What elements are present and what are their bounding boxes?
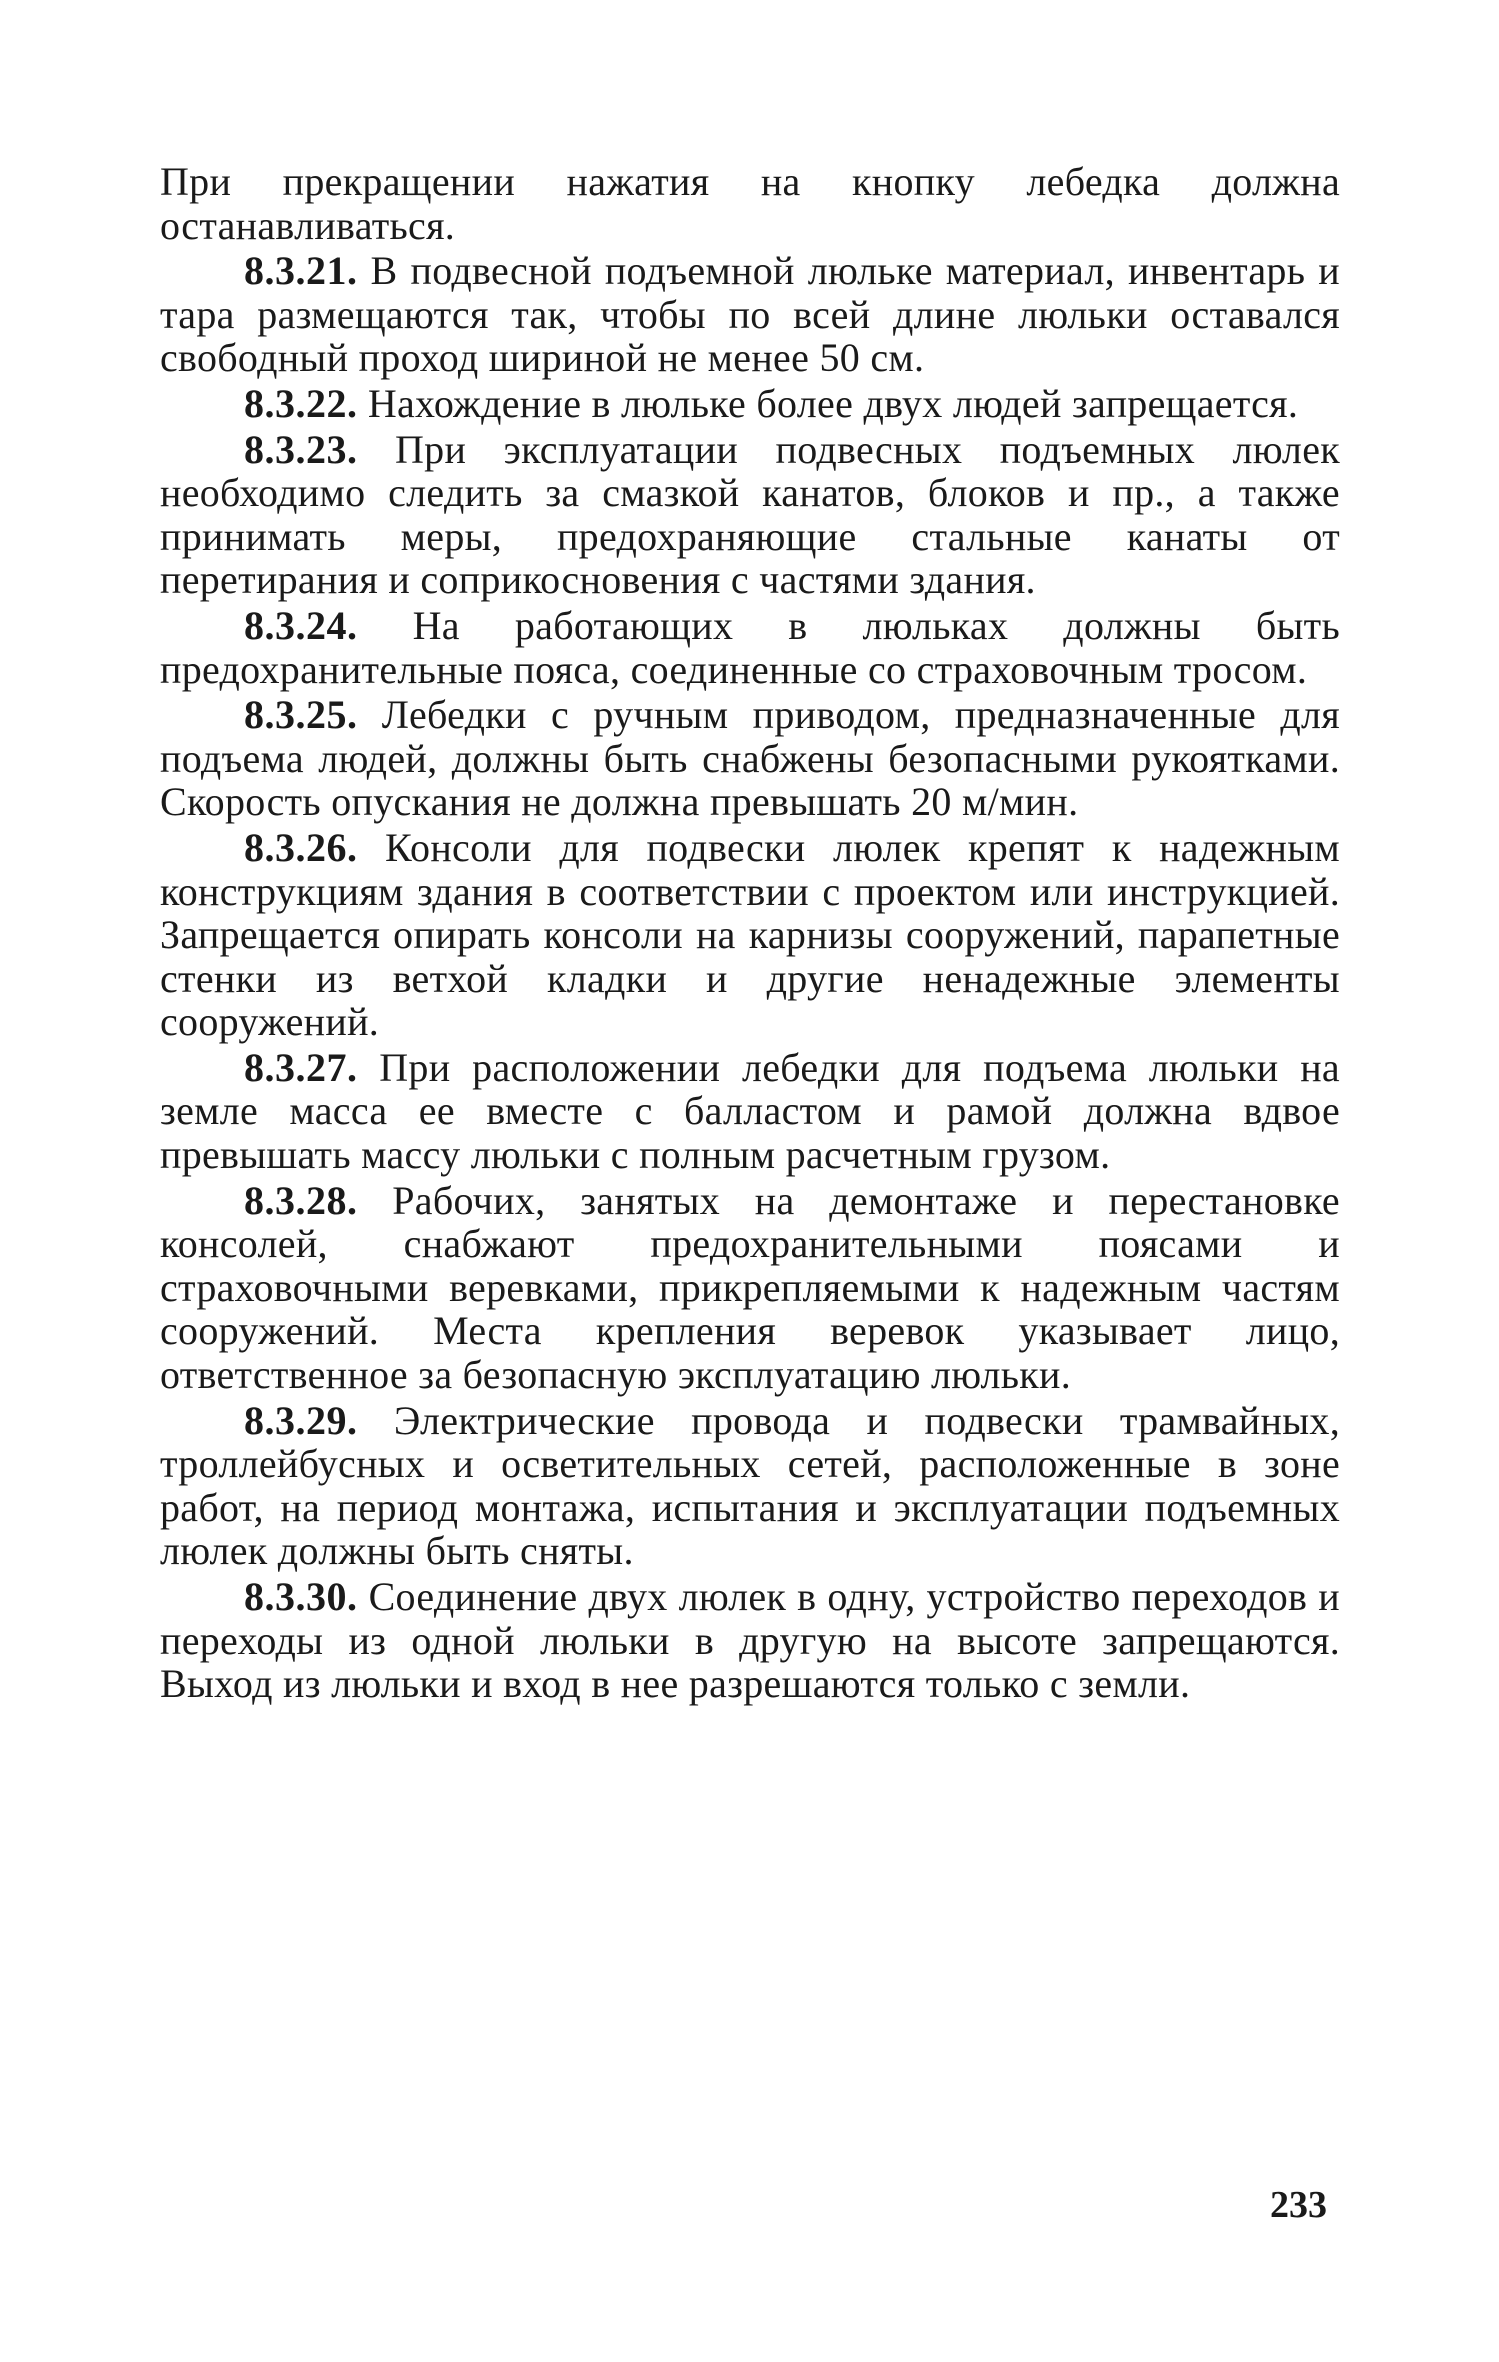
paragraph-8-3-28 xyxy=(160,1179,1340,1397)
paragraph-number: 8.3.26. xyxy=(244,824,358,870)
paragraph-text: При расположении лебедки для подъема люльки на земле масса ее вместе с балластом и рамой должна вдвое превышать массу люльки с полным расчетным грузом. xyxy=(160,1044,1340,1178)
paragraph-text: При эксплуатации подвесных подъемных люлек необходимо следить за смазкой канатов, блоков и пр., а также принимать меры, предохраняющие стальные канаты от перетирания и соприкосновения с частями здания. xyxy=(160,426,1340,603)
paragraph-text: Соединение двух люлек в одну, устройство переходов и переходы из одной люльки в другую на высоте запрещаются. Выход из люльки и вход в нее разрешаются только с земли. xyxy=(160,1574,1340,1707)
paragraph-number: 8.3.27. xyxy=(244,1044,358,1090)
paragraph-text: Консоли для подвески люлек крепят к надежным конструкциям здания в соответствии с проектом или инструкцией. Запрещается опирать консоли на карнизы сооружений, парапетные стенки из ветхой кладки и другие ненадежные элементы сооружений. xyxy=(160,824,1340,1045)
paragraph-number: 8.3.30. xyxy=(244,1574,358,1619)
paragraph-text: Нахождение в люльке более двух людей запрещается. xyxy=(367,380,1299,426)
paragraph-8-3-22 xyxy=(160,382,1340,426)
paragraph-8-3-29 xyxy=(160,1399,1340,1573)
paragraph-number: 8.3.29. xyxy=(244,1397,358,1443)
paragraph-text: В подвесной подъемной люльке материал, инвентарь и тара размещаются так, чтобы по всей длине люльки оставался свободный проход шириной не менее 50 см. xyxy=(160,248,1340,381)
paragraph-number: 8.3.24. xyxy=(244,602,358,648)
paragraph-8-3-24 xyxy=(160,604,1340,691)
intro-paragraph: При прекращении нажатия на кнопку лебедка должна останавливаться. xyxy=(160,159,1340,248)
paragraph-text: На работающих в люльках должны быть предохранительные пояса, соединенные со страховочным тросом. xyxy=(160,602,1341,692)
paragraph-8-3-26 xyxy=(160,826,1340,1044)
page-number: 233 xyxy=(1270,2184,1327,2226)
paragraph-8-3-23 xyxy=(160,428,1340,602)
paragraph-number: 8.3.21. xyxy=(244,248,358,294)
paragraph-number: 8.3.22. xyxy=(244,380,358,426)
paragraph-number: 8.3.23. xyxy=(244,426,358,472)
paragraph-number: 8.3.28. xyxy=(244,1177,358,1223)
paragraph-8-3-27 xyxy=(160,1046,1340,1177)
paragraph-8-3-30 xyxy=(160,1575,1340,1706)
paragraph-text: Электрические провода и подвески трамвайных, троллейбусных и осветительных сетей, расположенные в зоне работ, на период монтажа, испытания и эксплуатации подъемных люлек должны быть сняты. xyxy=(160,1397,1340,1574)
paragraph-8-3-25 xyxy=(160,693,1340,824)
paragraph-text: Рабочих, занятых на демонтаже и перестановке консолей, снабжают предохранительными поясами и страховочными веревками, прикрепляемыми к надежным частям сооружений. Места крепления веревок указывает лицо, ответственное за безопасную эксплуатацию люльки. xyxy=(160,1177,1340,1398)
paragraph-8-3-21 xyxy=(160,249,1340,380)
body-text xyxy=(160,160,1340,1706)
paragraph-number: 8.3.25. xyxy=(244,692,358,738)
paragraph-text: Лебедки с ручным приводом, предназначенные для подъема людей, должны быть снабжены безопасными рукоятками. Скорость опускания не должна превышать 20 м/мин. xyxy=(160,692,1340,825)
